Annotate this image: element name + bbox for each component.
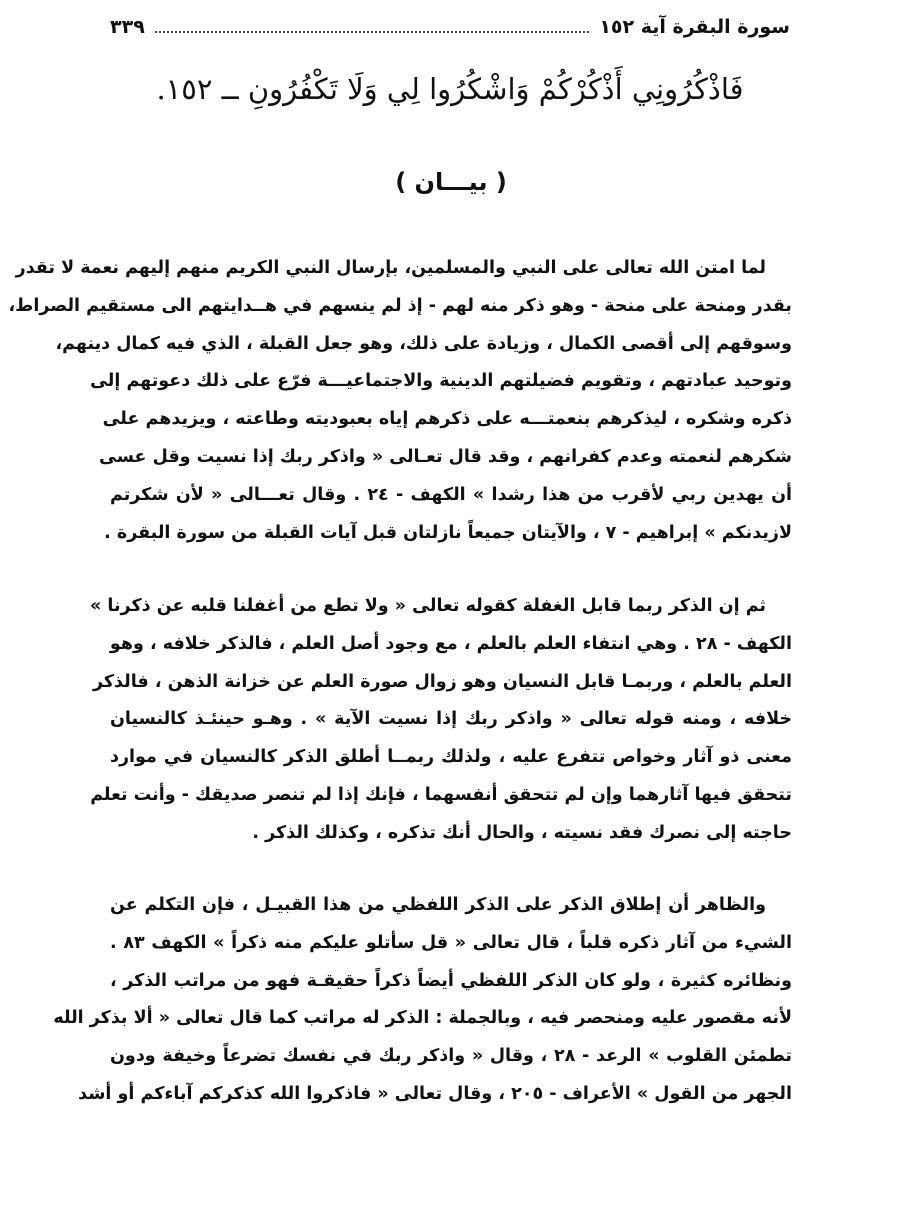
text-line: والظاهر أن إطلاق الذكر على الذكر اللفظي من هذا القبيـل ، فإن التكلم عن — [110, 895, 766, 915]
text-line: تطمئن القلوب » الرعد - ٢٨ ، وقال « واذكر ربك في نفسك تضرعاً وخيفة ودون — [110, 1046, 792, 1067]
text-line: ذكره وشكره ، ليذكرهم بنعمتـــه على ذكرهم إياه بعبوديته وطاعته ، ويزيدهم على — [102, 409, 792, 430]
text-line: وتوحيد عبادتهم ، وتقويم فضيلتهم الدينية والاجتماعيـــة فرّع على ذلك دعوتهم إلى — [90, 371, 792, 392]
text-line: خلافه ، ومنه قوله تعالى « واذكر ربك إذا نسيت الآية » . وهـو حينئـذ كالنسيان — [110, 709, 792, 730]
text-line: ثم إن الذكر ربما قابل الغفلة كقوله تعالى « ولا تطع من أغفلنا قلبه عن ذكرنا » — [90, 596, 766, 616]
text-line: حاجته إلى نصرك فقد نسيته ، والحال أنك تذكره ، وكذلك الذكر . — [252, 822, 792, 843]
text-line: لما امتن الله تعالى على النبي والمسلمين، بإرسال النبي الكريم منهم إليهم نعمة لا تقدر — [15, 258, 766, 278]
paragraph-2 — [90, 588, 792, 853]
text-line: بقدر ومنحة على منحة - وهو ذكر منه لهم - إذ لم ينسهم في هــدايتهم الى مستقيم الصراط، — [8, 295, 792, 316]
text-line: شكرهم لنعمته وعدم كفرانهم ، وقد قال تعـالى « واذكر ربك إذا نسيت وقل عسى — [99, 446, 792, 467]
paragraph-3 — [53, 887, 792, 1114]
running-title: سورة البقرة آية ١٥٢ — [599, 16, 790, 38]
text-line: لازيدنكم » إبراهيم - ٧ ، والآيتان جميعاً نازلتان قبل آيات القبلة من سورة البقرة . — [104, 522, 792, 543]
page-number: ٣٣٩ — [110, 16, 145, 38]
text-line: وسوقهم إلى أقصى الكمال ، وزيادة على ذلك، وهو جعل القبلة ، الذي فيه كمال دينهم، — [55, 333, 792, 354]
paragraph-1 — [8, 250, 793, 552]
text-line: ونظائره كثيرة ، ولو كان الذكر اللفظي أيضاً ذكراً حقيقـة فهو من مراتب الذكر ، — [110, 970, 792, 991]
text-line: معنى ذو آثار وخواص تتفرع عليه ، ولذلك ربمــا أطلق الذكر كالنسيان في موارد — [110, 747, 792, 768]
running-header — [110, 12, 790, 42]
section-title: ( بيـــان ) — [395, 168, 507, 196]
text-line: لأنه مقصور عليه ومنحصر فيه ، وبالجملة : الذكر له مراتب كما قال تعالى « ألا بذكر الله — [53, 1008, 792, 1029]
quran-verse: فَاذْكُرُونِي أَذْكُرْكُمْ وَاشْكُرُوا لِي وَلَا تَكْفُرُونِ ــ ١٥٢. — [156, 72, 744, 106]
text-line: الكهف - ٢٨ . وهي انتفاء العلم بالعلم ، مع وجود أصل العلم ، فالذكر خلافه ، وهو — [109, 633, 792, 654]
text-line: العلم بالعلم ، وربمـا قابل النسيان وهو زوال صورة العلم عن خزانة الذهن ، فالذكر — [92, 671, 792, 692]
text-line: أن يهدين ربي لأقرب من هذا رشدا » الكهف - ٢٤ . وقال تعـــالى « لأن شكرتم — [110, 484, 793, 505]
text-line: الجهر من القول » الأعراف - ٢٠٥ ، وقال تعالى « فاذكروا الله كذكركم آباءكم أو أشد — [78, 1083, 792, 1104]
dotted-leader — [155, 21, 590, 33]
text-line: تتحقق فيها آثارهما وإن لم تتحقق أنفسهما ، فإنك إذا لم تنصر صديقك - وأنت تعلم — [90, 784, 792, 805]
text-line: الشيء من آثار ذكره قلباً ، قال تعالى « قل سأتلو عليكم منه ذكراً » الكهف ٨٣ . — [110, 932, 792, 953]
